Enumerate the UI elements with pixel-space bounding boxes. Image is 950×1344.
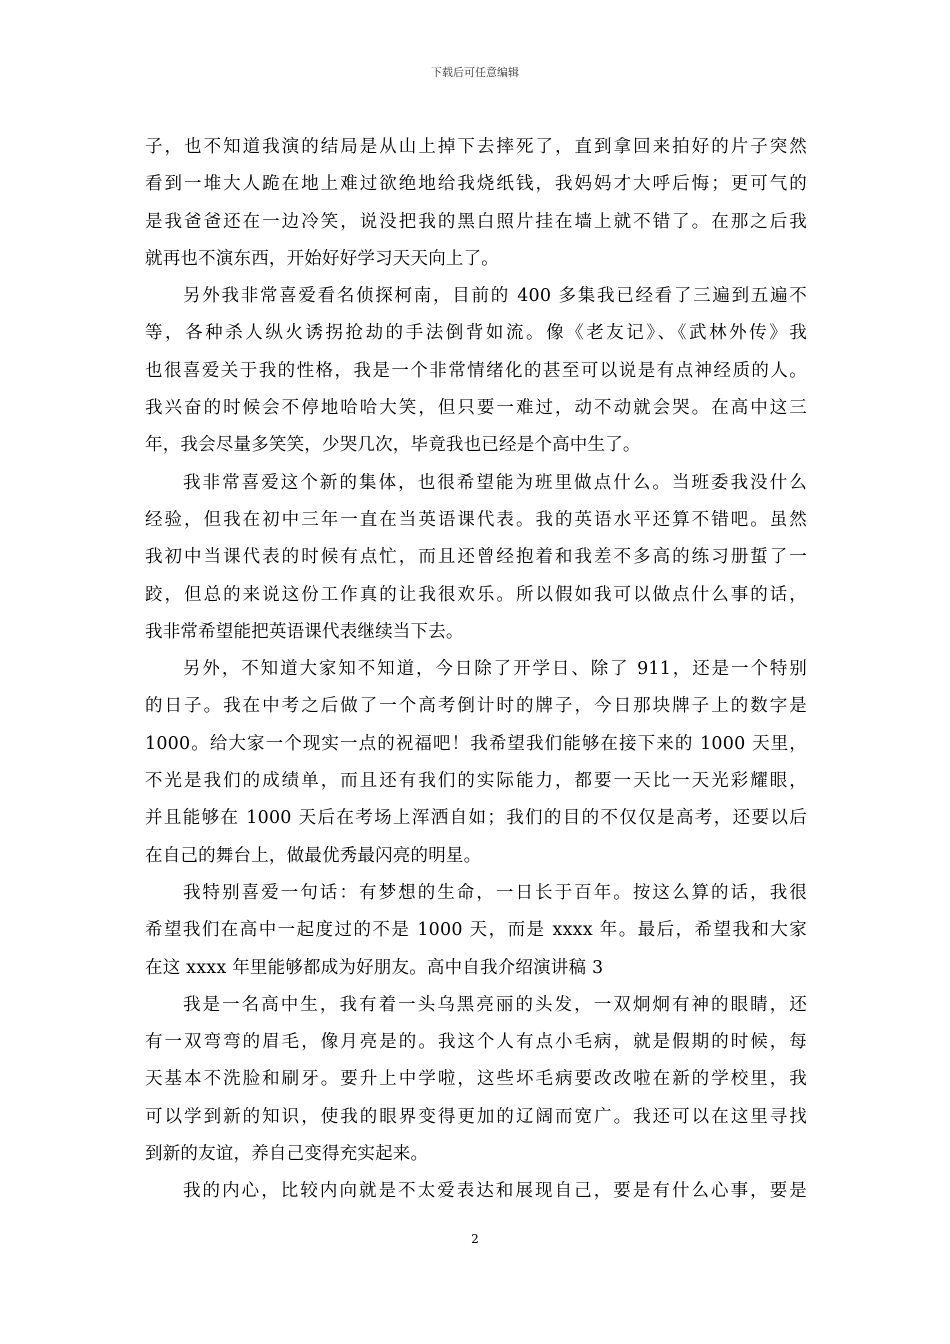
- text-line: 并且能够在 1000 天后在考场上浑洒自如；我们的目的不仅仅是高考，还要以后: [145, 808, 807, 829]
- paragraph: [145, 465, 807, 651]
- text-line: 不光是我们的成绩单，而且还有我们的实际能力，都要一天比一天光彩耀眼，: [145, 771, 807, 792]
- text-line: 有一双弯弯的眉毛，像月亮是的。我这个人有点小毛病，就是假期的时候，每: [145, 1032, 807, 1053]
- text-line: 在自己的舞台上，做最优秀最闪亮的明星。: [145, 845, 482, 866]
- text-line: 希望我们在高中一起度过的不是 1000 天，而是 xxxx 年。最后，希望我和大家: [145, 920, 807, 941]
- paragraph: [145, 875, 807, 987]
- text-line: 我特别喜爱一句话：有梦想的生命，一日长于百年。按这么算的话，我很: [183, 882, 807, 903]
- paragraph: [145, 278, 807, 464]
- document-body: [145, 129, 807, 1211]
- text-line: 的日子。我在中考之后做了一个高考倒计时的牌子，今日那块牌子上的数字是: [145, 696, 807, 717]
- page-header: 下载后可任意编辑: [431, 66, 519, 79]
- paragraph: [145, 1173, 807, 1210]
- text-line: 我初中当课代表的时候有点忙，而且还曾经抱着和我差不多高的练习册蜇了一: [145, 547, 807, 568]
- text-line: 看到一堆大人跪在地上难过欲绝地给我烧纸钱，我妈妈才大呼后悔；更可气的: [145, 174, 807, 195]
- text-line: 在这 xxxx 年里能够都成为好朋友。高中自我介绍演讲稿 3: [145, 957, 604, 978]
- text-line: 到新的友谊，养自己变得充实起来。: [145, 1144, 429, 1165]
- text-line: 我非常希望能把英语课代表继续当下去。: [145, 621, 464, 642]
- text-line: 经验，但我在初中三年一直在当英语课代表。我的英语水平还算不错吧。虽然: [145, 509, 807, 530]
- text-line: 天基本不洗脸和刷牙。要升上中学啦，这些坏毛病要改改啦在新的学校里，我: [145, 1069, 807, 1090]
- paragraph: [145, 651, 807, 875]
- text-line: 我是一名高中生，我有着一头乌黑亮丽的头发，一双炯炯有神的眼睛，还: [183, 994, 807, 1015]
- paragraph: [145, 987, 807, 1173]
- text-line: 就再也不演东西，开始好好学习天天向上了。: [145, 248, 499, 269]
- text-line: 我兴奋的时候会不停地哈哈大笑，但只要一难过，动不动就会哭。在高中这三: [145, 398, 807, 419]
- text-line: 年，我会尽量多笑笑，少哭几次，毕竟我也已经是个高中生了。: [145, 435, 641, 456]
- paragraph: [145, 129, 807, 278]
- text-line: 是我爸爸还在一边冷笑，说没把我的黑白照片挂在墙上就不错了。在那之后我: [145, 211, 807, 232]
- text-line: 也很喜爱关于我的性格，我是一个非常情绪化的甚至可以说是有点神经质的人。: [145, 360, 807, 381]
- text-line: 另外，不知道大家知不知道，今日除了开学日、除了 911，还是一个特别: [183, 659, 807, 680]
- text-line: 我的内心，比较内向就是不太爱表达和展现自己，要是有什么心事，要是: [183, 1181, 807, 1202]
- text-line: 跤，但总的来说这份工作真的让我很欢乐。所以假如我可以做点什么事的话，: [145, 584, 807, 605]
- text-line: 另外我非常喜爱看名侦探柯南，目前的 400 多集我已经看了三遍到五遍不: [183, 286, 807, 307]
- text-line: 子，也不知道我演的结局是从山上掉下去摔死了，直到拿回来拍好的片子突然: [145, 137, 807, 157]
- text-line: 1000。给大家一个现实一点的祝福吧！我希望我们能够在接下来的 1000 天里，: [145, 733, 807, 754]
- text-line: 可以学到新的知识，使我的眼界变得更加的辽阔而宽广。我还可以在这里寻找: [145, 1106, 807, 1127]
- text-line: 等，各种杀人纵火诱拐抢劫的手法倒背如流。像《老友记》、《武林外传》我: [145, 323, 807, 344]
- text-line: 我非常喜爱这个新的集体，也很希望能为班里做点什么。当班委我没什么: [183, 472, 807, 493]
- page-number: 2: [471, 1232, 479, 1246]
